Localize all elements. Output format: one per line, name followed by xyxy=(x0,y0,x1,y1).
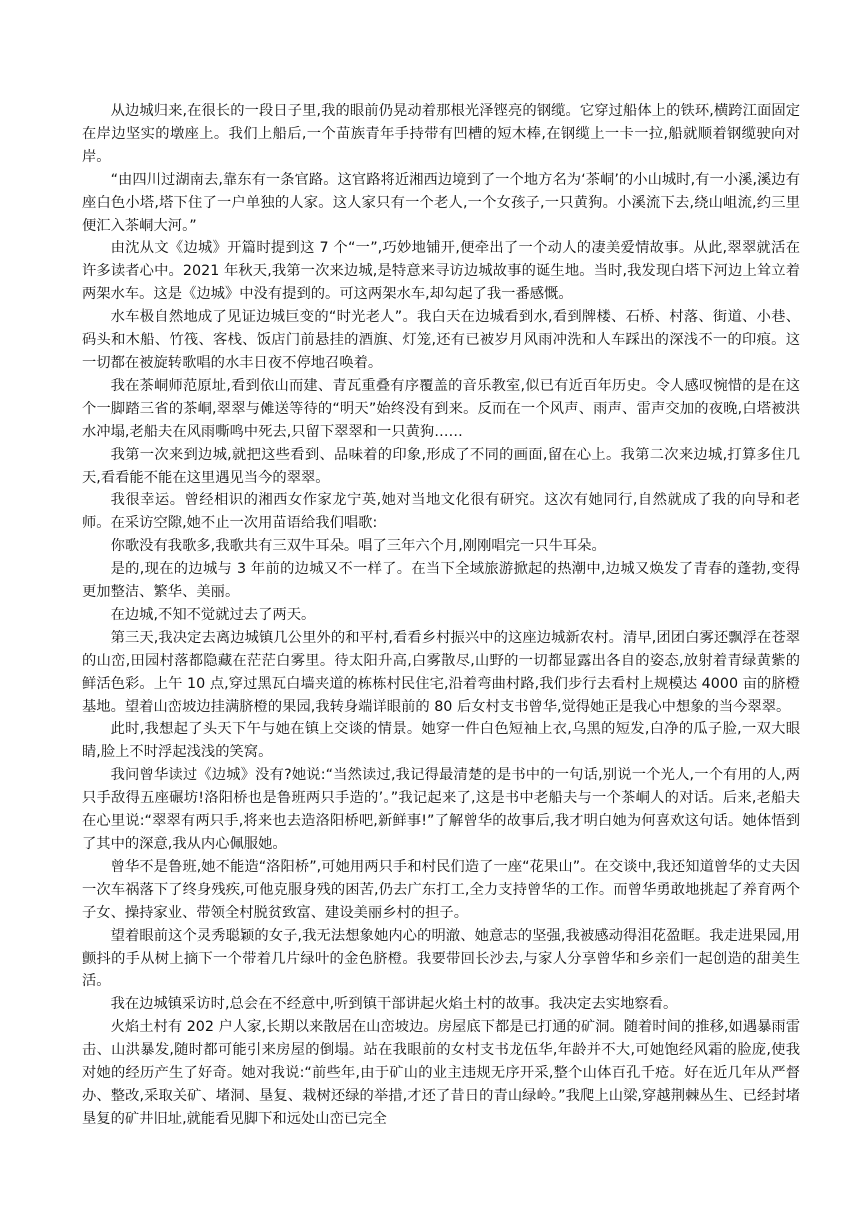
paragraph: 我很幸运。曾经相识的湘西女作家龙宁英,她对当地文化很有研究。这次有她同行,自然就成了我的向导和老师。在采访空隙,她不止一次用苗语给我们唱歌: xyxy=(82,492,800,532)
paragraph: 火焰土村有 202 户人家,长期以来散居在山峦坡边。房屋底下都是已打通的矿洞。随着时间的推移,如遇暴雨雷击、山洪暴发,随时都可能引来房屋的倒塌。站在我眼前的女村支书龙伍华,年龄并不大,可她饱经风霜的脸庞,使我对她的经历产生了好奇。她对我说:“前些年,由于矿山的业主违规无序开采,整个山体百孔千疮。好在近几年从严督办、整改,采取关矿、堵洞、垦复、栽树还绿的举措,才还了昔日的青山绿岭。”我爬上山梁,穿越荆棘丛生、已经封堵垦复的矿井旧址,就能看见脚下和远处山峦已完全 xyxy=(82,1019,800,1127)
song-lyric: 你歌没有我歌多,我歌共有三双牛耳朵。唱了三年六个月,刚刚唱完一只牛耳朵。 xyxy=(110,538,606,555)
paragraph: 望着眼前这个灵秀聪颖的女子,我无法想象她内心的明澈、她意志的坚强,我被感动得泪花盈眶。我走进果园,用颤抖的手从树上摘下一个带着几片绿叶的金色脐橙。我要带回长沙去,与家人分享曾华和乡亲们一起创造的甜美生活。 xyxy=(82,927,800,990)
paragraph: 我问曾华读过《边城》没有?她说:“当然读过,我记得最清楚的是书中的一句话,别说一个光人,一个有用的人,两只手敌得五座碾坊!洛阳桥也是鲁班两只手造的’。”我记起来了,这是书中老船夫与一个茶峒人的对话。后来,老船夫在心里说:“翠翠有两只手,将来也去造洛阳桥吧,新鲜事!”了解曾华的故事后,我才明白她为何喜欢这句话。她体悟到了其中的深意,我从内心佩服她。 xyxy=(82,767,800,852)
paragraph: 是的,现在的边城与 3 年前的边城又不一样了。在当下全域旅游掀起的热潮中,边城又焕发了青春的蓬勃,变得更加整洁、繁华、美丽。 xyxy=(82,561,800,601)
paragraph: 曾华不是鲁班,她不能造“洛阳桥”,可她用两只手和村民们造了一座“花果山”。在交谈中,我还知道曾华的丈夫因一次车祸落下了终身残疾,可他克服身残的困苦,仍去广东打工,全力支持曾华的工作。而曾华勇敢地挑起了养育两个子女、操持家业、带领全村脱贫致富、建设美丽乡村的担子。 xyxy=(82,858,800,921)
article-body xyxy=(82,100,800,1131)
paragraph: 此时,我想起了头天下午与她在镇上交谈的情景。她穿一件白色短袖上衣,乌黑的短发,白净的瓜子脸,一双大眼睛,脸上不时浮起浅浅的笑窝。 xyxy=(82,721,800,761)
paragraph: 我在茶峒师范原址,看到依山而建、青瓦重叠有序覆盖的音乐教室,似已有近百年历史。令人感叹惋惜的是在这个一脚踏三省的茶峒,翠翠与傩送等待的“明天”始终没有到来。反而在一个风声、雨声、雷声交加的夜晚,白塔被洪水冲塌,老船夫在风雨嘶鸣中死去,只留下翠翠和一只黄狗…… xyxy=(82,377,800,440)
paragraph: 我第一次来到边城,就把这些看到、品味着的印象,形成了不同的画面,留在心上。我第二次来边城,打算多住几天,看看能不能在这里遇见当今的翠翠。 xyxy=(82,446,800,486)
paragraph: 第三天,我决定去离边城镇几公里外的和平村,看看乡村振兴中的这座边城新农村。清早,团团白雾还飘浮在苍翠的山峦,田园村落都隐藏在茫茫白雾里。待太阳升高,白雾散尽,山野的一切都显露出各自的姿态,放射着青绿黄紫的鲜活色彩。上午 10 点,穿过黑瓦白墙夹道的栋栋村民住宅,沿着弯曲村路,我们步行去看村上规模达 4000 亩的脐橙基地。望着山峦坡边挂满脐橙的果园,我转身端详眼前的 80 后女村支书曾华,觉得她正是我心中想象的当今翠翠。 xyxy=(82,629,800,715)
paragraph: 从边城归来,在很长的一段日子里,我的眼前仍晃动着那根光泽铿亮的钢缆。它穿过船体上的铁环,横跨江面固定在岸边坚实的墩座上。我们上船后,一个苗族青年手持带有凹槽的短木棒,在钢缆上一卡一拉,船就顺着钢缆驶向对岸。 xyxy=(82,103,800,165)
paragraph: 我在边城镇采访时,总会在不经意中,听到镇干部讲起火焰土村的故事。我决定去实地察看。 xyxy=(110,996,678,1013)
paragraph: 在边城,不知不觉就过去了两天。 xyxy=(110,606,316,623)
paragraph: 由沈从文《边城》开篇时提到这 7 个“一”,巧妙地铺开,便牵出了一个动人的凄美爱情故事。从此,翠翠就活在许多读者心中。2021 年秋天,我第一次来边城,是特意来寻访边城故事的诞生地。当时,我发现白塔下河边上耸立着两架水车。这是《边城》中没有提到的。可这两架水车,却勾起了我一番感慨。 xyxy=(82,240,800,303)
paragraph: “由四川过湖南去,靠东有一条官路。这官路将近湘西边境到了一个地方名为‘茶峒’的小山城时,有一小溪,溪边有座白色小塔,塔下住了一户单独的人家。这人家只有一个老人,一个女孩子,一只黄狗。小溪流下去,绕山岨流,约三里便汇入茶峒大河。” xyxy=(82,171,800,234)
paragraph: 水车极自然地成了见证边城巨变的“时光老人”。我白天在边城看到水,看到牌楼、石桥、村落、街道、小巷、码头和木船、竹筏、客栈、饭店门前悬挂的酒旗、灯笼,还有已被岁月风雨冲洗和人车踩出的深浅不一的印痕。这一切都在被旋转歌唱的水丰日夜不停地召唤着。 xyxy=(82,309,800,371)
